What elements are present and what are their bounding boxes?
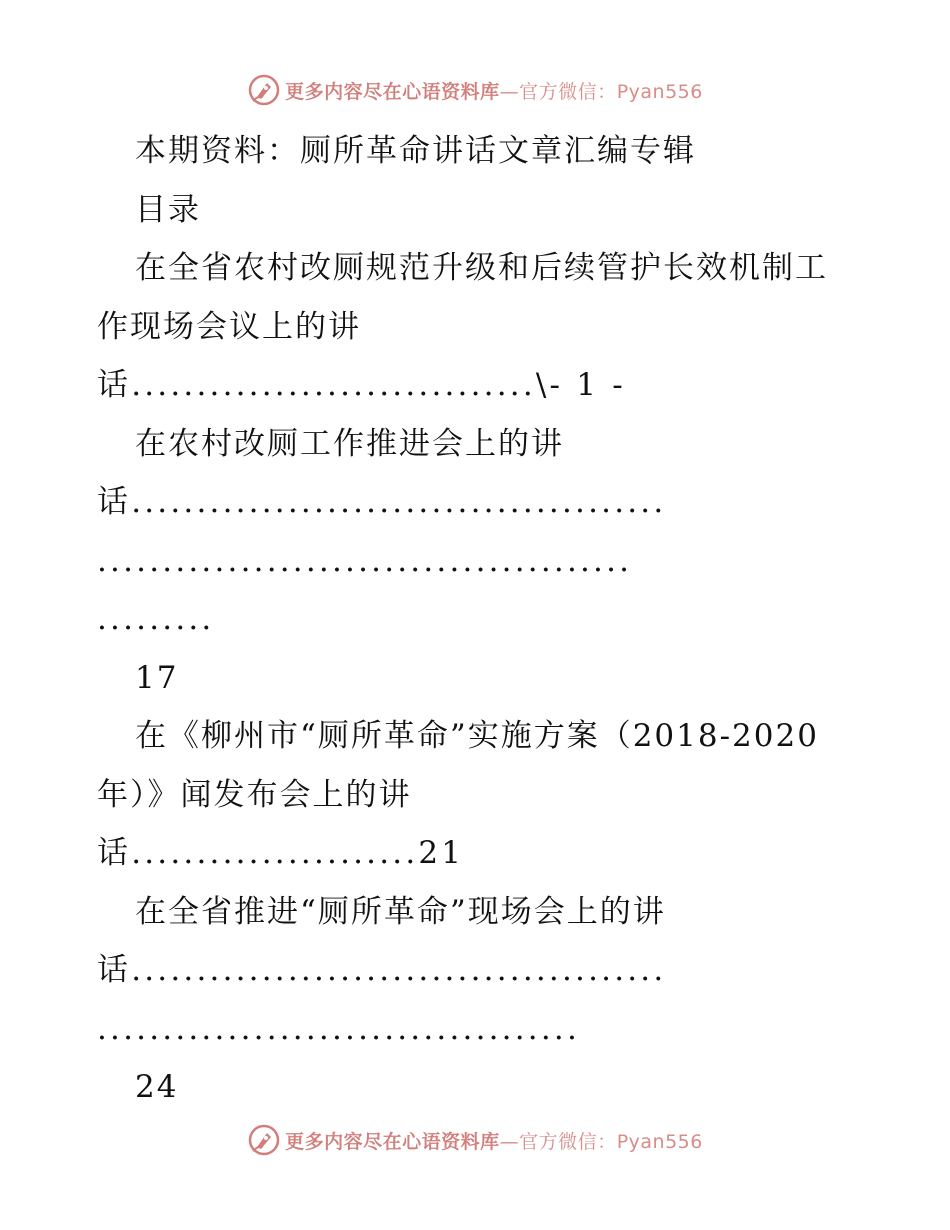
toc-entry[interactable]	[97, 883, 857, 1117]
watermark-dash: —	[499, 1130, 520, 1153]
watermark-text	[285, 1127, 703, 1154]
watermark-official: 官方微信：	[519, 1130, 617, 1153]
toc-entry-page: 17	[135, 659, 179, 696]
toc-entry[interactable]	[97, 707, 857, 883]
toc-entry-title: 在农村改厕工作推进会上的讲	[135, 425, 564, 462]
toc-entry-leader: 话.........................................	[97, 952, 667, 988]
toc-entry-leader: 话.........................................	[97, 484, 667, 520]
toc-entry-title: 在全省农村改厕规范升级和后续管护长效机制工	[135, 250, 828, 286]
footer-watermark	[0, 1120, 950, 1160]
toc-entry-title: 在《柳州市“厕所革命”实施方案（2018-2020	[135, 718, 819, 754]
toc-entry-leader: 话...............................\- 1 -	[97, 367, 626, 403]
toc-entry-title: 在全省推进“厕所革命”现场会上的讲	[135, 893, 666, 930]
toc-entry[interactable]	[97, 239, 857, 415]
pen-nib-icon	[247, 73, 281, 107]
toc-entry-title: 年）》闻发布会上的讲	[97, 776, 412, 813]
document-body	[97, 122, 857, 1117]
toc-entry-leader: 话......................21	[97, 835, 465, 871]
watermark-dash: —	[499, 80, 520, 103]
watermark-main: 更多内容尽在心语资料库	[285, 80, 500, 103]
watermark-wechat-id: Pyan556	[616, 80, 703, 103]
toc-entry-title: 作现场会议上的讲	[97, 308, 361, 345]
toc-entry-leader: .........................................	[97, 542, 633, 579]
toc-entry-leader: .........	[97, 601, 215, 637]
pen-nib-icon	[247, 1123, 281, 1157]
toc-entry-leader: .....................................	[97, 1010, 580, 1047]
toc-entry[interactable]	[97, 415, 857, 708]
toc-heading: 目录	[135, 191, 201, 228]
watermark-main: 更多内容尽在心语资料库	[285, 1130, 500, 1153]
toc-entry-page: 24	[135, 1069, 179, 1105]
watermark-text	[285, 77, 703, 104]
header-watermark	[0, 70, 950, 110]
issue-title: 本期资料：厕所革命讲话文章汇编专辑	[135, 133, 696, 169]
watermark-official: 官方微信：	[519, 80, 617, 103]
watermark-wechat-id: Pyan556	[616, 1130, 703, 1153]
